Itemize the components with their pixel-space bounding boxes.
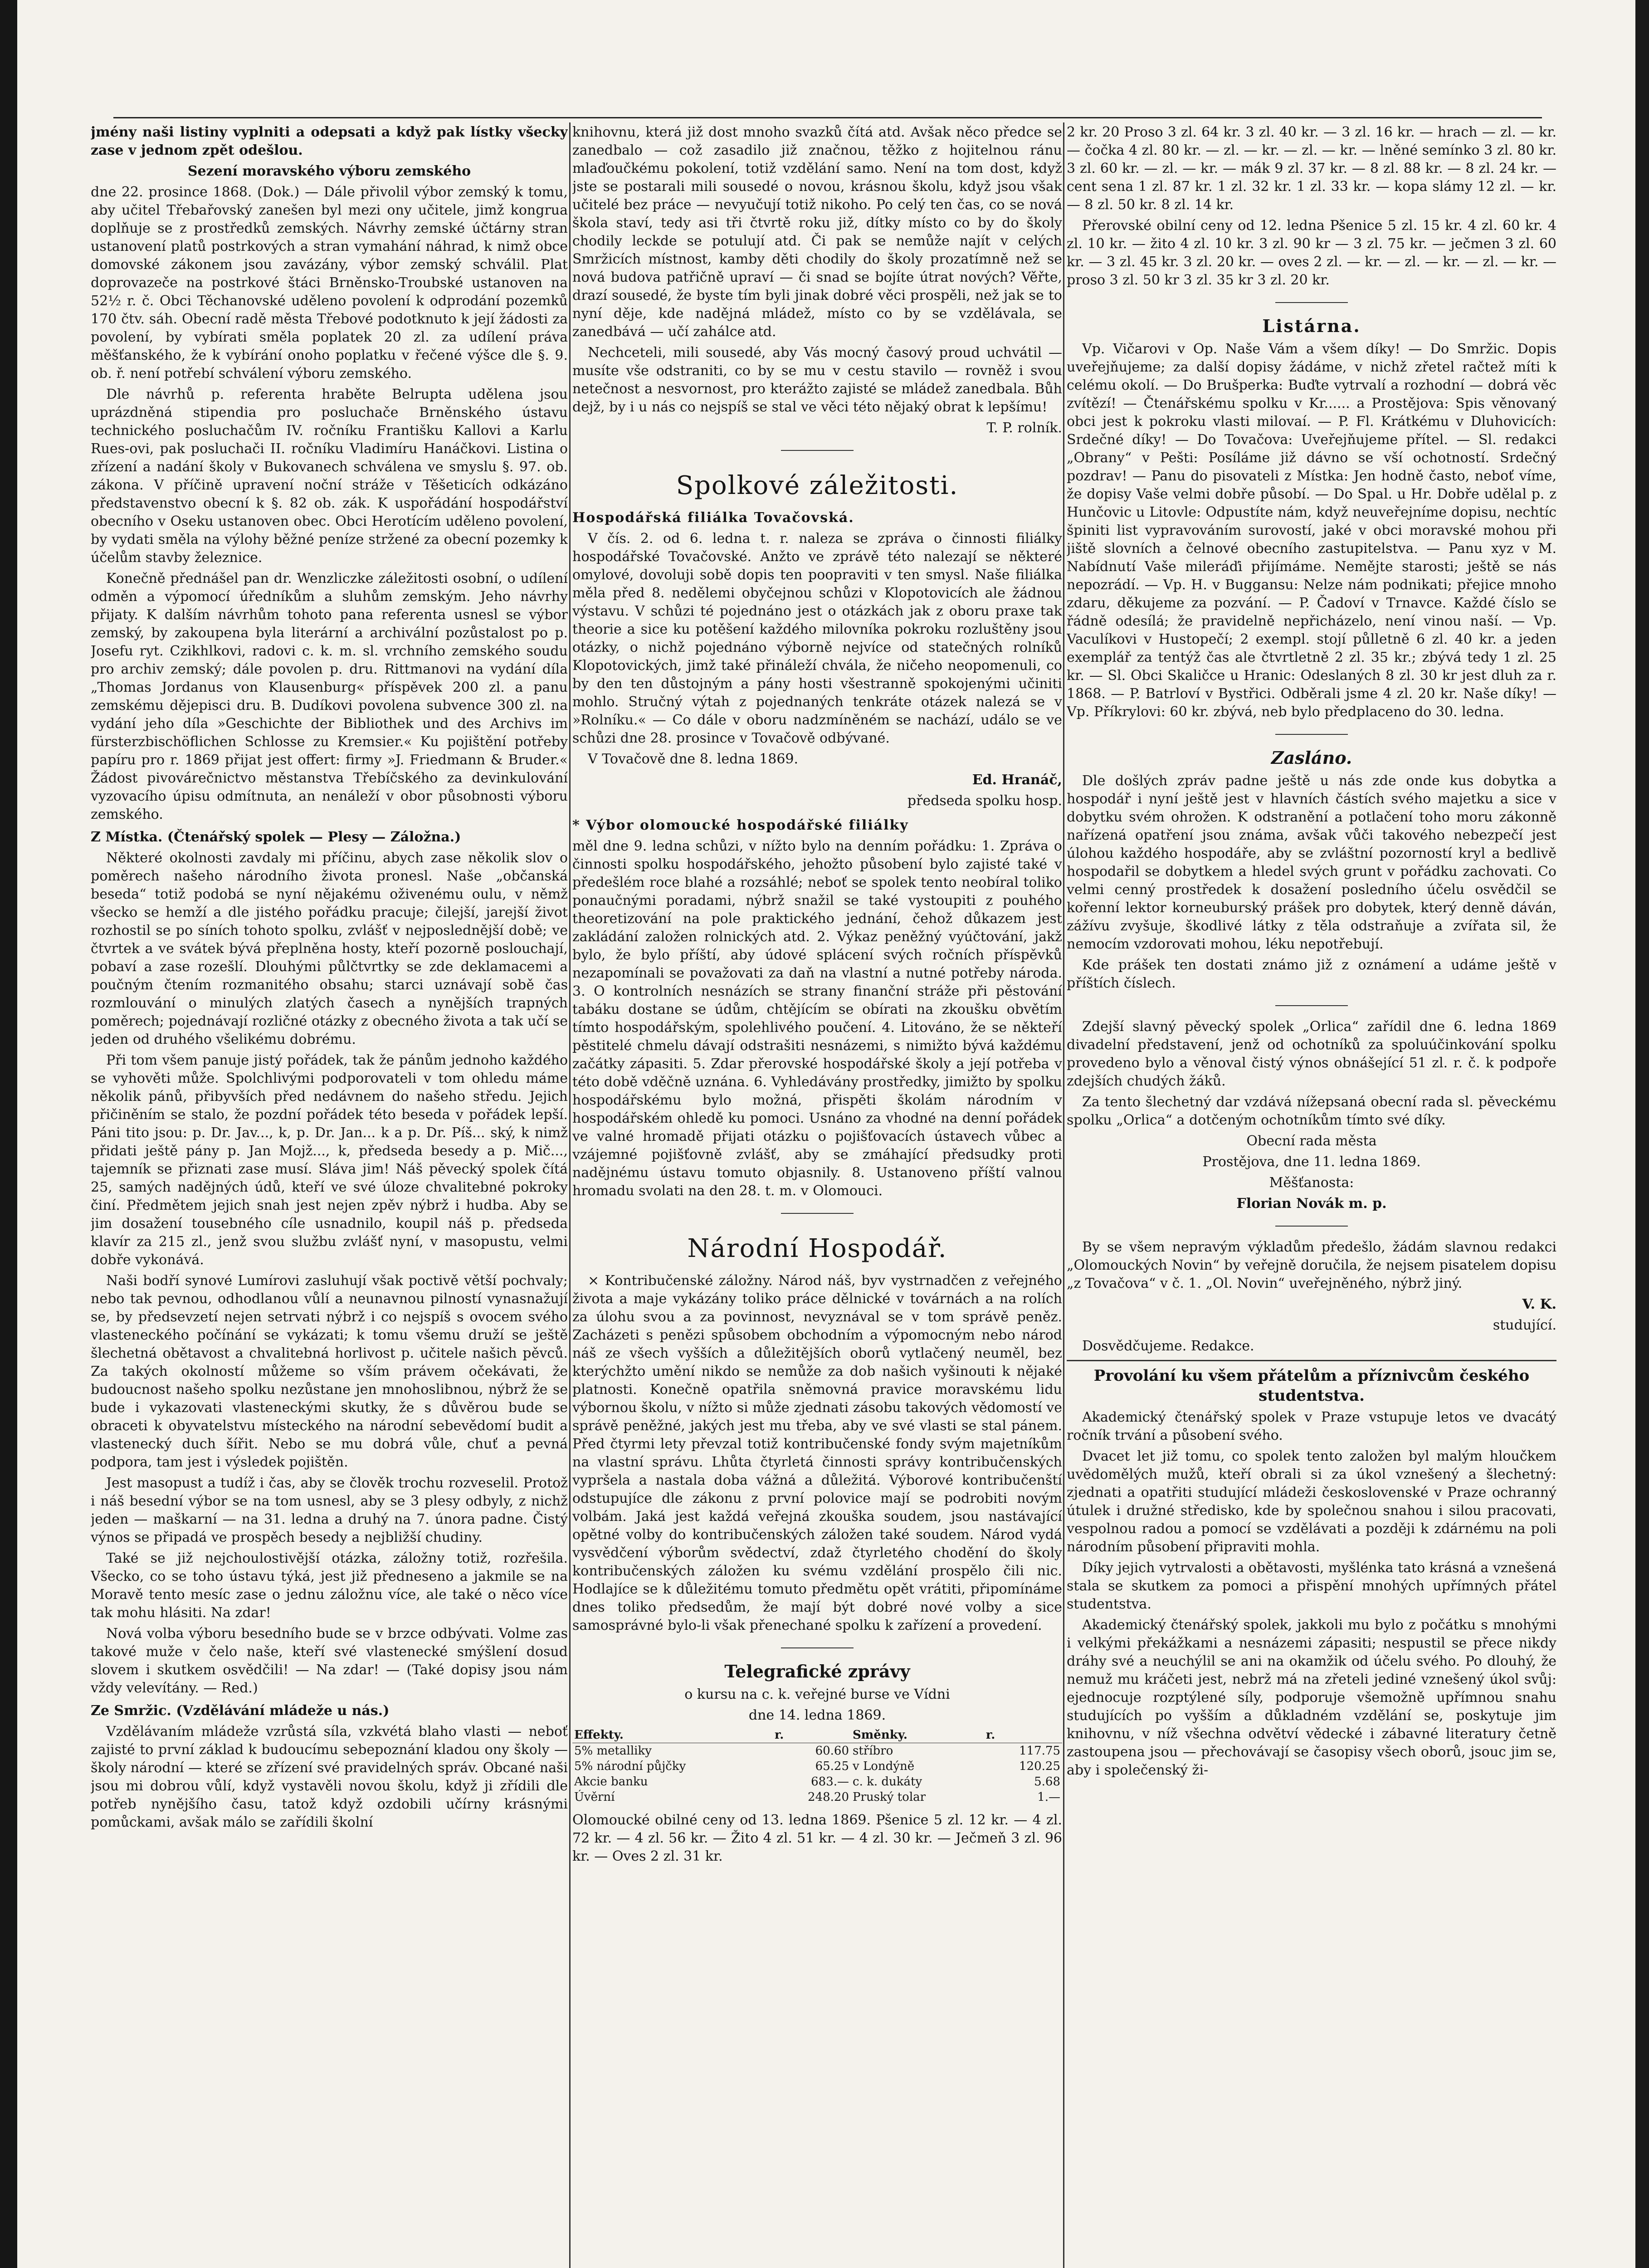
col3-paragraph: Kde prášek ten dostati známo již z oznámení a udáme ještě v příštích číslech.	[1067, 957, 1556, 991]
col2-heading-filialka: Hospodářská filiálka Tovačovská.	[572, 510, 854, 526]
table-cell: 120.25	[1019, 1760, 1060, 1773]
col1-heading-zemsky-vybor: Sezení moravského výboru zemského	[187, 163, 471, 179]
col1-heading-smrzice: Ze Smržic. (Vzdělávání mládeže u nás.)	[91, 1703, 390, 1719]
col3-paragraph: By se všem nepravým výkladům předešlo, žádám slavnou redakci „Olomouckých Novin“ by veřejně doručila, že nejsem pisatelem dopisu „z Tovačova“ v č. 1. „Ol. Novin“ uveřejněného, nýbrž jiný.	[1067, 1239, 1556, 1291]
col3-signature: Prostějova, dne 11. ledna 1869.	[1202, 1154, 1421, 1170]
col2-prices: Olomoucké obilné ceny od 13. ledna 1869. Pšenice 5 zl. 12 kr. — 4 zl. 72 kr. — 4 zl. 56 kr. — Žito 4 zl. 51 kr. — 4 zl. 30 kr. — Ječmeň 3 zl. 96 kr. — Oves 2 zl. 31 kr.	[572, 1812, 1062, 1864]
col2-signature: Ed. Hranáč,	[972, 772, 1062, 788]
separator	[572, 1638, 1062, 1657]
col1-paragraph: Některé okolnosti zavdaly mi příčinu, abych zase několik slov o poměrech našeho národního života pronesl. Naše „občanská beseda“ totiž podobá se nyní nějakému oživenému oulu, v němž všecko se hemží a dle jistého pořádku pracuje; čilejší, jarejší život rozhostil se po síních tohoto spolku, zvlášť v nejposlednější době; ve čtvrtek a ve svátek bývá přeplněna hosty, kteří pozorně poslouchají, pobaví a zase rozešlí. Dlouhými půlčtvrtky se zde deklamacemi a poučným čtením rozmanitého obsahu; starci uznávají sobě čas rozmlouvání o minulých zlatých časech a nynějších trapných poměrech; pojednávají rozličné otázky z obecného života a tak učí se jeden od druhého všelikému dobrému.	[91, 850, 568, 1047]
separator	[572, 1204, 1062, 1222]
col2-paragraph: Nechceteli, mili sousedé, aby Vás mocný časový proud uchvátil — musíte vše odstraniti, co by se mu v cestu stavilo — rovněž i svou netečnost a nesvornost, pro kterážto zajisté se mládež zanedbala. Bůh dejž, by i u nás co nejspíš se stal ve věci této nějaký obrat k lepšímu!	[572, 345, 1062, 415]
table-row	[572, 1759, 1062, 1774]
table-cell: 5% národní půjčky	[574, 1760, 686, 1773]
col3-prices: Přerovské obilní ceny od 12. ledna Pšenice 5 zl. 15 kr. 4 zl. 60 kr. 4 zl. 10 kr. — žito 4 zl. 10 kr. 3 zl. 90 kr — 3 zl. 75 kr. — ječmen 3 zl. 60 kr. — 3 zl. 45 kr. 3 zl. 20 kr. — oves 2 zl. — kr. — zl. — kr. — zl. — kr. — proso 3 zl. 50 kr 3 zl. 35 kr 3 zl. 20 kr.	[1067, 218, 1556, 288]
section-heading-spolkove: Spolkové záležitosti.	[676, 471, 959, 500]
scan-edge-right	[1635, 0, 1649, 2268]
column-2	[572, 123, 1062, 2268]
table-header: r.	[773, 1727, 851, 1743]
table-cell: 117.75	[1019, 1744, 1060, 1758]
scan-edge-left	[0, 0, 17, 2268]
table-cell: c. k. dukáty	[853, 1775, 922, 1789]
table-cell: Úvěrní	[574, 1790, 615, 1804]
table-row	[572, 1774, 1062, 1789]
section-heading-provolani: Provolání ku všem přátelům a příznivcům českého studentstva.	[1093, 1367, 1530, 1405]
table-cell: 248.20	[808, 1790, 849, 1804]
table-cell: stříbro	[853, 1744, 893, 1758]
col2-dateline: V Tovačově dne 8. ledna 1869.	[588, 751, 799, 767]
separator	[1067, 1217, 1556, 1235]
table-cell: 65.25	[815, 1760, 849, 1773]
column-rule-2	[1063, 122, 1064, 2268]
section-heading-narodni-hospodar: Národní Hospodář.	[687, 1234, 947, 1263]
col3-paragraph: Akademický čtenářský spolek, jakkoli mu bylo z počátku s mnohými i velkými překážkami a nesnázemi zápasiti; nespustil se přece nikdy dráhy své a neuchýlil se ani na okamžik od účelu svého. Po dlouhý, že nemuž mu kráčeti jest, nebrž má na zřeteli jediné vznešený úkol svůj: ejednocuje rozptýlené síly, podporuje všemožně upřímnou snahu studujících po vyšším a důkladném vzdělání se, poskytuje jim knihovnu, v níž všechna odvětví vědecké i zábavné literatury četně zastoupena jsou — přechovávají se časopisy všech oborů, jsouc jim se, aby i společenský ži-	[1067, 1617, 1556, 1778]
col2-signature-role: předseda spolku hosp.	[907, 793, 1062, 809]
col2-paragraph: měl dne 9. ledna schůzi, v nížto bylo na denním pořádku: 1. Zpráva o činnosti spolku hospodářského, jehožto působení bylo zajisté také v předešlém roce blahé a rozsáhlé; neboť se spolek tento neobíral toliko ponaučnými poradami, nýbrž snažil se také vystoupiti z pouhého theoretizování na pole praktického jednání, čehož důkazem jest zakládání založen rolnických atd. 2. Výkaz peněžný vyúčtování, jakž bylo, že bylo příští, aby údové splácení svých ročních příspěvků nezapomínali se považovati za daň na vlastní a nutné potřeby národa. 3. O kontrolních nesnázích se strany finanční stráže při pěstování tabáku dostane se údům, chtějícím se obírati na zkoušku obvětím tímto hospodářským, spolehlivého poučení. 4. Litováno, že se někteří pěstitelé chmelu dávají odstrašiti nesnázemi, s nimižto bývá každému začátky zápasiti. 5. Zdar přerovské hospodářské školy a její potřeba v této době vděčně uznána. 6. Vyhledávány prostředky, jimižto by spolku hospodářskému bylo možná, přispěti školám národním v hospodářském ohledě ku pomoci. Usnáno za vhodné na denní pořádek ve valné hromadě přijati otázku o pojišťovacích ústavech vůbec a vzájemné pojišťovně zvlášť, aby se zmáhající předsudky proti nadějnému ústavu tomuto objasnily. 8. Ustanoveno příští valnou hromadu svolati na den 28. t. m. v Olomouci.	[572, 838, 1062, 1199]
col1-paragraph: Dle návrhů p. referenta hraběte Belrupta udělena jsou uprázdněná stipendia pro posluchače Brněnského ústavu technického posluchačům IV. ročníku Františku Kallovi a Karlu Rues-ovi, pak posluchači II. ročníku Vladimíru Hanáčkovi. Listina o zřízení a nadání školy v Bukovanech schválena ve smyslu §. 97. ob. zákona. V příčině upravení noční stráže v Těšeticích odkázáno představenstvo obecní k §. 82 ob. zák. K uspořádání hospodářství obecního v Oseku ustanoven obec. Obci Herotícím uděleno povolení, by vydati směla na výlohy běžné peníze stržené za obecní pozemky k účelům stavby železnice.	[91, 386, 568, 566]
table-cell: 60.60	[815, 1744, 849, 1758]
col2-heading-vybor: * Výbor olomoucké hospodářské filiálky	[572, 817, 909, 833]
column-rule-1	[569, 122, 571, 2268]
section-heading-telegraficke: Telegrafické zprávy	[724, 1661, 910, 1681]
col1-heading-mistek: Z Místka. (Čtenářský spolek — Plesy — Záložna.)	[91, 829, 461, 845]
col2-paragraph: × Kontribučenské záložny. Národ náš, byv vystrnadčen z veřejného života a maje vykázány toliko práce dělnické v továrnách a na rolích za úlohu svou a za povinnost, nevyznával se v tom správě peněz. Zacházeti s penězi spůsobem obchodním a výpomocným nebo národ náš ze všech vyšších a důležitějších oborů vytlačený neuměl, bez kterýchžto umění nikdo se nemůže za dob našich vyšinouti k nějaké platnosti. Konečně opatřila sněmovná pravice moravskému lidu výbornou školu, v nížto si může zjednati zásobu takových vědomostí ve správě peněžné, jakých jest mu třeba, aby ve své vlasti se stal pánem. Před čtyrmi lety převzal totiž kontribučenské fondy svým majetníkům na vlastní správu. Lhůta čtyrletá činnosti správy kontribučenských vypršela a nastala doba vážná a důležitá. Výborové kontribučenští odstupujíce dle zákonu z první polovice mají se podrobiti novým volbám. Jaká jest každá veřejná zkouška soudem, jsou nastávající opětné volby do kontribučenských záložen také soudem. Národ vydá vysvědčení výborům svědectví, zdaž čtyrletého chodění do školy kontribučenských záložen ku svému vzdělání prospělo čili nic. Hodlajíce se k důležitému tomuto předmětu opět vrátiti, připomínáme dnes toliko předsedům, že mají být dobré nové volby a sice samosprávné bylo-li však přenechané spolku k zařízení a provedení.	[572, 1273, 1062, 1633]
col3-signature: V. K.	[1522, 1296, 1556, 1312]
table-header: Effekty.	[572, 1727, 773, 1743]
table-cell: 5% metalliky	[574, 1744, 652, 1758]
column-1	[91, 123, 568, 2268]
table-header: r.	[984, 1727, 1062, 1743]
col3-paragraph: Za tento šlechetný dar vzdává nížepsaná obecní rada sl. pěveckému spolku „Orlica“ a dotčeným ochotníkům tímto své díky.	[1067, 1094, 1556, 1128]
table-cell: v Londýně	[853, 1760, 915, 1773]
top-rule	[113, 117, 1542, 118]
col1-paragraph: Vzdělávaním mládeže vzrůstá síla, vzkvétá blaho vlasti — neboť zajisté to první základ k budoucímu sebepoznání kladou ony školy — školy národní — které se zřízení své pravidelných správ. Obcané naši jsou mi dobrou vůlí, když vystavěli novou školu, když ji zřídili dle potřeb nynějšího času, tatož když ozdobili učírny krásnými pomůckami, avšak málo se zařídili školní	[91, 1724, 568, 1830]
telegraph-subtitle: o kursu na c. k. veřejné burse ve Vídni	[684, 1686, 950, 1702]
table-row	[572, 1789, 1062, 1805]
table-cell: 683.—	[811, 1775, 849, 1789]
col2-signature: T. P. rolník.	[986, 420, 1062, 436]
col1-paragraph: Také se již nejchoulostivější otázka, záložny totiž, rozřešila. Všecko, co se toho ústavu týká, jest již předneseno a jakmile se na Moravě tento mesíc zase o jednu záložnu více, ale také o něco více tak mohu hlásiti. Na zdar!	[91, 1550, 568, 1621]
col1-paragraph: Jest masopust a tudíž i čas, aby se člověk trochu rozveselil. Protož i náš besední výbor se na tom usnesl, aby se 3 plesy odbyly, z nichž jeden — maškarní — na 31. ledna a druhý na 7. února padne. Čistý výnos se připadá ve prospěch besedy a nejbližší chudiny.	[91, 1475, 568, 1545]
col3-paragraph: Zdejší slavný pěvecký spolek „Orlica“ zařídil dne 6. ledna 1869 divadelní představení, jenž od ochotníků za spoluúčinkování spolku provedeno bylo a věnoval čistý výnos obnášející 51 zl. r. č. k podpoře zdejších chudých žáků.	[1067, 1019, 1556, 1089]
col2-paragraph: knihovnu, která již dost mnoho svazků čítá atd. Avšak něco předce se zanedbalo — což zasadilo již značnou, těžko z hojitelnou ránu mlaďoučkému pokolení, totiž vzdělání samo. Není na tom dost, když jste se postarali mili sousedé o novou, krásnou školu, když jsou však učitelé bez práce — nevyučují totiž nikoho. Po celý ten čas, co se nová škola staví, tedy asi tři čtvrtě roku již, dítky místo co by do školy chodily leckde se potulují atd. Či pak se nemůže najít v celých Smržicích místnost, kamby děti chodily do školy prozatímně než se nová budova patřičně upraví — či snad se bojíte útrat nových? Věřte, drazí sousedé, že byste tím byli jinak dobré věci prospěli, než jak se to nyní děje, kde nadějná mládež, místo co by se vzdělávala, se zanedbává — učí zahálce atd.	[572, 124, 1062, 340]
col3-prices: 2 kr. 20 Proso 3 zl. 64 kr. 3 zl. 40 kr. — 3 zl. 16 kr. — hrach — zl. — kr. — čočka 4 zl. 80 kr. — zl. — kr. — zl. — kr. — lněné semínko 3 zl. 80 kr. 3 zl. 60 kr. — zl. — kr. — mák 9 zl. 37 kr. — 8 zl. 88 kr. — 8 zl. 24 kr. — cent sena 1 zl. 87 kr. 1 zl. 32 kr. 1 zl. 33 kr. — kopa slámy 12 zl. — kr. — 8 zl. 50 kr. 8 zl. 14 kr.	[1067, 124, 1556, 213]
col3-signature: Florian Novák m. p.	[1236, 1196, 1387, 1212]
exchange-table	[572, 1727, 1062, 1805]
col3-paragraph: Dle došlých zpráv padne ještě u nás zde onde kus dobytka a hospodář i nyní ještě jest v hlavních částích svého majetku a sice v dobytku svém ohrožen. K odstranění a potlačení toho moru zákonně nařízená opatření jsou známa, avšak vůči takového nebezpečí jest úlohou každého hospodáře, aby se zvláštní pozorností kryl a bedlivě hospodařil se dobytkem a hledel svých grunt v pořádku zachovati. Co velmi cenný prostředek k dosažení posledního účelu osvědčil se kořenní lektor korneuburský prášek pro dobytek, který denně dáván, zážívu zvyšuje, škodlivé látky z těla odstraňuje a zvířata sil, že nemocím vzdorovati mohou, léku nepotřebují.	[1067, 773, 1556, 952]
table-cell: 1.—	[1037, 1790, 1060, 1804]
section-heading-zaslano: Zasláno.	[1271, 748, 1352, 768]
column-3	[1067, 123, 1556, 2268]
table-cell: Pruský tolar	[853, 1790, 926, 1804]
separator	[1067, 996, 1556, 1014]
separator	[1067, 725, 1556, 743]
col1-paragraph: Naši bodří synové Lumírovi zasluhují však poctivě větší pochvaly; nebo tak pevnou, odhodlanou vůlí a neunavnou pilností vynasnažují se, by předsevzetí nejen setrvati nýbrž i co nejspíš s ovocem svého vlasteneckého počínání se vykázati; k tomu všemu druží se ještě šlechetná obětavost a chvalitebná horlivost p. učitele našich pěvců. Za takých okolností můžeme so vším právem očekávati, že budoucnost našeho spolku nezůstane jen mnohoslibnou, nýbrž že se bude i vykazovati vlasteneckými skutky, že s důvěrou bude se obraceti k obyvatelstvu místeckého na národní sebevědomí budit a vlastenecký duch šířit. Nebo se mu dobrá vůle, chuť a pevná podpora, tam jest i výsledek pojištěn.	[91, 1273, 568, 1470]
col1-paragraph: Nová volba výboru besedního bude se v brzce odbývati. Volme zas takové muže v čelo naše, kteří své vlastenecké smýšlení dosud slovem i skutkem osvědčili! — Na zdar! — (Také dopisy jsou nám vždy velevítány. — Red.)	[91, 1626, 568, 1696]
section-heading-listarna: Listárna.	[1262, 316, 1361, 336]
telegraph-date: dne 14. ledna 1869.	[748, 1707, 886, 1723]
col3-signature: Obecní rada města	[1246, 1133, 1377, 1149]
col1-paragraph: dne 22. prosince 1868. (Dok.) — Dále přivolil výbor zemský k tomu, aby učitel Třebařovský zanešen byl mezi ony učitele, jimž kongrua doplňuje se z prostředků zemských. Návrhy zemské účtárny stran ustanovení platů postrkových a stran vymahání náhrad, k nimž obce domovské zákonem jsou zavázány, výbor zemský schválil. Plat doprovazeče na postrkové štáci Brněnsko-Troubské ustanoven na 52½ r. č. Obci Těchanovské uděleno povolení k odprodání pozemků 170 čtv. sáh. Obecní radě města Třebové podotknuto k její žádosti za povolení, by vybírati směla poplatek 20 zl. za udílení práva měšťanského, že k vybírání onoho poplatku v řečené výšce dle §. 9. ob. ř. není potřebí schválení výboru zemského.	[91, 184, 568, 381]
col3-signature: Měšťanosta:	[1269, 1175, 1354, 1191]
col3-paragraph: Akademický čtenářský spolek v Praze vstupuje letos ve dvacátý ročník trvání a působení svého.	[1067, 1409, 1556, 1443]
separator	[572, 441, 1062, 459]
col1-paragraph: Konečně přednášel pan dr. Wenzliczke záležitosti osobní, o udílení odměn a výpomocí úředníkům a sluhům zemským. Jeho návrhy přijaty. K dalším návrhům tohoto pana referenta usnesl se výbor zemský, by zakoupena byla literární a archivální pozůstalost po p. Josefu ryt. Czikhlkovi, radovi c. k. m. sl. vrchního zemského soudu pro archiv zemský; dále povolen p. dru. Rittmanovi na vydání díla „Thomas Jordanus von Klausenburg« příspěvek 200 zl. a panu zemskému dějepisci dru. B. Dudíkovi povolena subvence 300 zl. na vydání jeho díla »Geschichte der Bibliothek und des Archivs im fürsterzbischöflichen Schlosse zu Kremsier.« Ku pojištění potřeby papíru pro r. 1869 přijat jest offert: firmy »J. Friedmann & Bruder.« Žádost pivovárečnictvo městanstva Třebíčského za devinkulování vyzovacího úpisu odmítnuta, an nenáleží v obor působnosti výboru zemského.	[91, 571, 568, 822]
separator	[1067, 1360, 1556, 1361]
col1-paragraph: Při tom všem panuje jistý pořádek, tak že pánům jednoho každého se vyhověti může. Spolchlivými podporovateli v tom ohledu máme několik pánů, přibyvších před nedávnem do našeho středu. Jejich přičiněním se stalo, že pozdní pořádek této beseda v pořádek lepší. Páni tito jsou: p. Dr. Jav..., k, p. Dr. Jan... k a p. Dr. Píš... ský, k nimž přidati ještě pány p. Jan Mojž..., k, předseda besedy a p. Mič..., tajemník se přiznati zase musí. Sláva jim! Náš pěvecký spolek čítá 25, samých nadějných údů, kteří ve své úloze chvalitebné pokroky činí. Předmětem jejich snah jest nejen zpěv nýbrž i hudba. Aby se jim dosažení tousebného cíle usnadnilo, koupil náš p. předseda klavír za 215 zl., jenž svou službu zvlášť nyní, v masopustu, velmi dobře vykonává.	[91, 1052, 568, 1268]
col1-opening: jmény naši listiny vyplniti a odepsati a když pak lístky všecky zase v jednom zpět odešlou.	[91, 124, 568, 158]
col3-signature-role: studující.	[1493, 1317, 1556, 1333]
separator	[1067, 293, 1556, 311]
col3-paragraph: Díky jejich vytrvalosti a obětavosti, myšlénka tato krásná a vznešená stala se skutkem za pomoci a přispění mnohých upřímných přátel studentstva.	[1067, 1560, 1556, 1612]
col3-paragraph: Vp. Vičarovi v Op. Naše Vám a všem díky! — Do Smržic. Dopis uveřejňujeme; za další dopisy žádáme, v nichž zřetel račtež míti k celému okolí. — Do Brušperka: Buďte vytrvalí a rozhodní — dobrá věc zvítězí! — Čtenářskému spolku v Kr...... a Prostějova: Spis věnovaný obci jest k pokroku vlasti milovaí. — P. Fl. Krátkému v Dluhovicích: Srdečné díky! — Do Tovačova: Uveřejňujeme přítel. — Sl. redakci „Obrany“ v Pešti: Posíláme již dávno se vší ochotností. Srdečný pozdrav! — Panu do pisovateli z Místka: Jen hodně často, neboť víme, že dopisy Vaše velmi dobře působí. — Do Spal. u Hr. Dobře udělal p. z Hunčovic u Litovle: Odpustíte nám, když neuveřejníme dopisu, nechtíc špiniti list vypravováním surovostí, jaké v obci moravské mohou při jiště slovních a čelnové obecního zastupitelstva. — Panu xyz v M. Nabídnutí Vaše mileráďi přijímáme. Nemějte starosti; ještě se nás nepozrádí. — Vp. H. v Buggansu: Nelze nám podnikati; přejice mnoho zdaru, děkujeme za pozvání. — P. Čadoví v Trnavce. Každé číslo se řádně odesílá; že pravidelně nepřicházelo, není vinou naší. — Vp. Vaculíkovi v Hustopečí; 2 exempl. stojí půlletně 6 zl. 40 kr. a jeden exemplář za tentýž čas ale čtvrtletně 2 zl. 35 kr.; zbývá tedy 1 zl. 25 kr. — Sl. Obci Skaličce u Hranic: Odeslaných 8 zl. 30 kr jest dluh za r. 1868. — P. Batrloví v Bystřici. Odběrali jsme 4 zl. 20 kr. Naše díky! — Vp. Příkrylovi: 60 kr. zbývá, neb bylo předplaceno do 30. ledna.	[1067, 341, 1556, 720]
col2-paragraph: V čís. 2. od 6. ledna t. r. naleza se zpráva o činnosti filiálky hospodářské Tovačovské. Anžto ve zprávě této nalezají se některé omylové, dovoluji sobě dopis ten poopraviti v ten smysl. Naše filiálka měla před 8. nedělemi obyčejnou schůzi v Klopotovicích ale žádnou výstavu. V schůzi té pojednáno jest o otázkách jak z oboru praxe tak theorie a sice ku potěšení každého milovníka pokroku rozluštěny jsou otázky, o nichž pojednáno výborně nejvíce od statečných rolníků Klopotovických, jimž také přináleží chvála, že ničeho neopomenuli, co by den ten důstojným a pány hosti všestranně spokojenými učiniti mohlo. Stručný výtah z pojednaných tenkráte otázek nalezá se v »Rolníku.« — Co dále v oboru nadzmíněném se nachází, událo se ve schůzi dne 28. prosince v Tovačově odbývané.	[572, 531, 1062, 746]
table-cell: Akcie banku	[574, 1775, 648, 1789]
col3-paragraph: Dosvědčujeme. Redakce.	[1082, 1338, 1254, 1354]
col3-paragraph: Dvacet let již tomu, co spolek tento založen byl malým hloučkem uvědomělých mužů, kteří obrali si za úkol vznešený a šlechetný: zjednati a opatřiti studující mládeži československé v Praze ochranný útulek i družné středisko, kde by společnou snahou i silou pracovati, vespolnou radou a pomocí se vzdělávati a později k zdárnému na poli národním působení připraviti mohla.	[1067, 1448, 1556, 1555]
table-header: Směnky.	[851, 1727, 984, 1743]
table-row	[572, 1743, 1062, 1759]
table-cell: 5.68	[1034, 1775, 1060, 1789]
